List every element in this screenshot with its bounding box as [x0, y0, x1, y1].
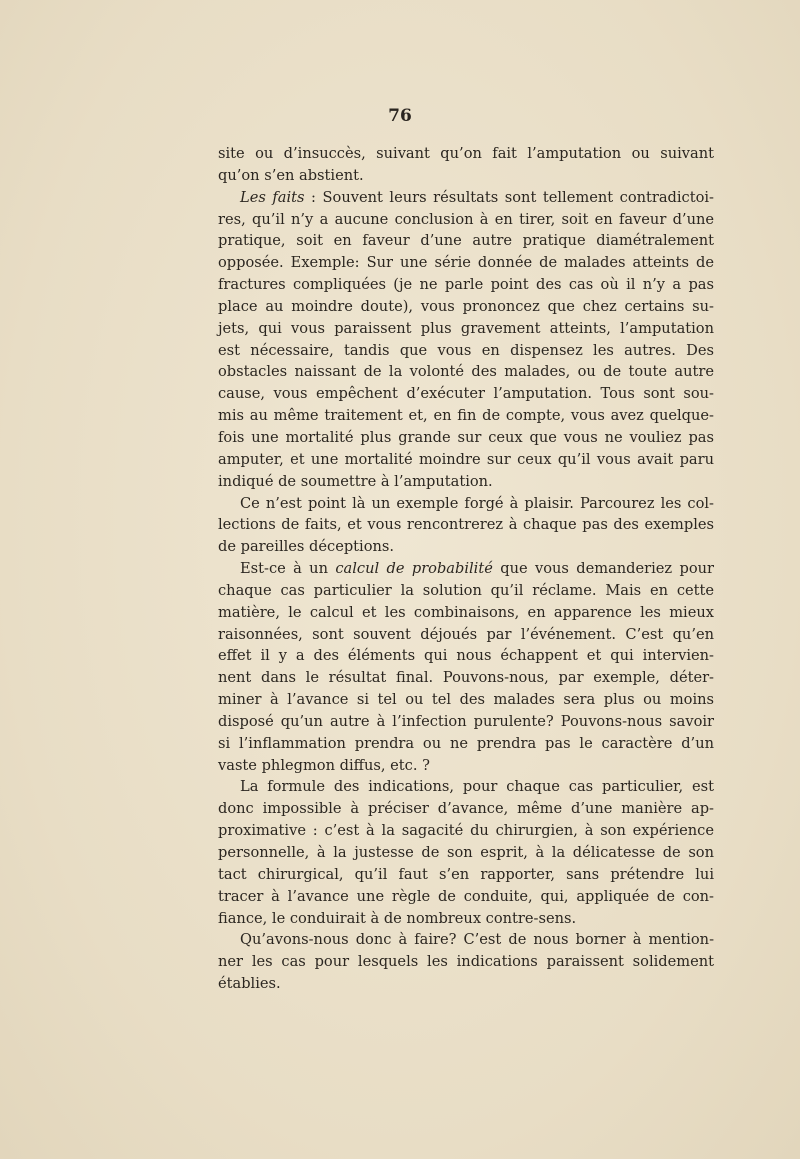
text-line [218, 471, 714, 493]
text-line [218, 755, 714, 777]
paragraph-p1 [218, 143, 714, 187]
text-line [218, 951, 714, 973]
text-run: fiance, le conduirait à de nombreux contre-sens. [218, 909, 577, 927]
text-run: miner à l’avance si tel ou tel des malades sera plus ou moins [218, 691, 714, 709]
text-line [218, 624, 714, 646]
text-run: La formule des indications, pour chaque cas particulier, est [240, 778, 714, 796]
text-line [218, 929, 714, 951]
text-line [218, 711, 714, 733]
text-line [218, 165, 714, 187]
text-line [218, 383, 714, 405]
text-run: mis au même traitement et, en fin de compte, vous avez quelque- [218, 407, 714, 425]
text-run: Qu’avons-nous donc à faire? C’est de nous borner à mention- [240, 931, 714, 949]
text-run: tracer à l’avance une règle de conduite, qui, appliquée de con- [218, 887, 714, 905]
text-line [218, 864, 714, 886]
text-run: vaste phlegmon diffus, etc. ? [218, 756, 430, 774]
text-line [218, 143, 714, 165]
text-run: tact chirurgical, qu’il faut s’en rapporter, sans prétendre lui [218, 865, 714, 883]
text-run: lections de faits, et vous rencontrerez à chaque pas des exemples [218, 516, 714, 534]
text-line [218, 209, 714, 231]
text-line [218, 667, 714, 689]
text-line [218, 318, 714, 340]
text-run: raisonnées, sont souvent déjoués par l’événement. C’est qu’en [218, 625, 714, 643]
text-run: matière, le calcul et les combinaisons, en apparence les mieux [218, 603, 714, 621]
text-run: : Souvent leurs résultats sont tellement contradictoi- [304, 188, 714, 206]
text-line [218, 493, 714, 515]
text-run: res, qu’il n’y a aucune conclusion à en tirer, soit en faveur d’une [218, 210, 714, 228]
paragraph-p2 [218, 187, 714, 493]
text-run: pratique, soit en faveur d’une autre pratique diamétralement [218, 232, 714, 250]
text-run: effet il y a des éléments qui nous échappent et qui intervien- [218, 647, 714, 665]
text-line [218, 427, 714, 449]
paragraph-p4 [218, 558, 714, 776]
text-run: place au moindre doute), vous prononcez que chez certains su- [218, 297, 714, 315]
text-line [218, 361, 714, 383]
text-line [218, 602, 714, 624]
text-run: fractures compliquées (je ne parle point des cas où il n’y a pas [218, 276, 714, 294]
body-text [218, 143, 714, 995]
text-run: opposée. Exemple: Sur une série donnée de malades atteints de [218, 254, 714, 272]
text-line [218, 405, 714, 427]
page-number: 76 [388, 106, 412, 126]
text-line [218, 798, 714, 820]
text-line [218, 908, 714, 930]
text-line [218, 274, 714, 296]
text-run: Ce n’est point là un exemple forgé à plaisir. Parcourez les col- [240, 494, 714, 512]
text-run: indiqué de soumettre à l’amputation. [218, 472, 493, 490]
text-run: est nécessaire, tandis que vous en dispensez les autres. Des [218, 341, 714, 359]
text-line [218, 296, 714, 318]
text-line [218, 842, 714, 864]
text-run: site ou d’insuccès, suivant qu’on fait l’amputation ou suivant [218, 145, 714, 162]
text-line [218, 449, 714, 471]
text-run: qu’on s’en abstient. [218, 166, 364, 184]
paragraph-p6 [218, 929, 714, 995]
text-run: fois une mortalité plus grande sur ceux que vous ne vouliez pas [218, 428, 714, 446]
text-run: amputer, et une mortalité moindre sur ceux qu’il vous avait paru [218, 450, 714, 468]
text-run: disposé qu’un autre à l’infection purulente? Pouvons-nous savoir [218, 712, 714, 730]
text-line [218, 973, 714, 995]
italic-text: calcul de probabilité [335, 560, 493, 578]
text-run: donc impossible à préciser d’avance, même d’une manière ap- [218, 800, 714, 818]
text-run: nent dans le résultat final. Pouvons-nous, par exemple, déter- [218, 669, 714, 687]
text-line [218, 776, 714, 798]
text-line [218, 340, 714, 362]
text-line [218, 820, 714, 842]
text-run: si l’inflammation prendra ou ne prendra pas le caractère d’un [218, 734, 714, 752]
text-line [218, 886, 714, 908]
text-run: établies. [218, 975, 281, 993]
text-run: jets, qui vous paraissent plus gravement atteints, l’amputation [218, 319, 714, 337]
text-line [218, 580, 714, 602]
text-line [218, 689, 714, 711]
text-run: proximative : c’est à la sagacité du chirurgien, à son expérience [218, 822, 714, 840]
text-line [218, 230, 714, 252]
text-run: chaque cas particulier la solution qu’il réclame. Mais en cette [218, 581, 714, 599]
text-run: personnelle, à la justesse de son esprit, à la délicatesse de son [218, 844, 714, 861]
text-line [218, 733, 714, 755]
text-run: que vous demanderiez pour [492, 560, 714, 578]
text-run: Est-ce à un [240, 560, 336, 578]
text-line [218, 187, 714, 209]
paragraph-p3 [218, 493, 714, 559]
text-run: ner les cas pour lesquels les indications paraissent solidement [218, 953, 714, 971]
text-run: obstacles naissant de la volonté des malades, ou de toute autre [218, 363, 714, 381]
text-run: cause, vous empêchent d’exécuter l’amputation. Tous sont sou- [218, 385, 714, 403]
text-line [218, 645, 714, 667]
text-run: de pareilles déceptions. [218, 538, 395, 556]
text-line [218, 536, 714, 558]
italic-text: Les faits [240, 188, 305, 206]
text-line [218, 558, 714, 580]
paragraph-p5 [218, 776, 714, 929]
text-line [218, 514, 714, 536]
text-line [218, 252, 714, 274]
